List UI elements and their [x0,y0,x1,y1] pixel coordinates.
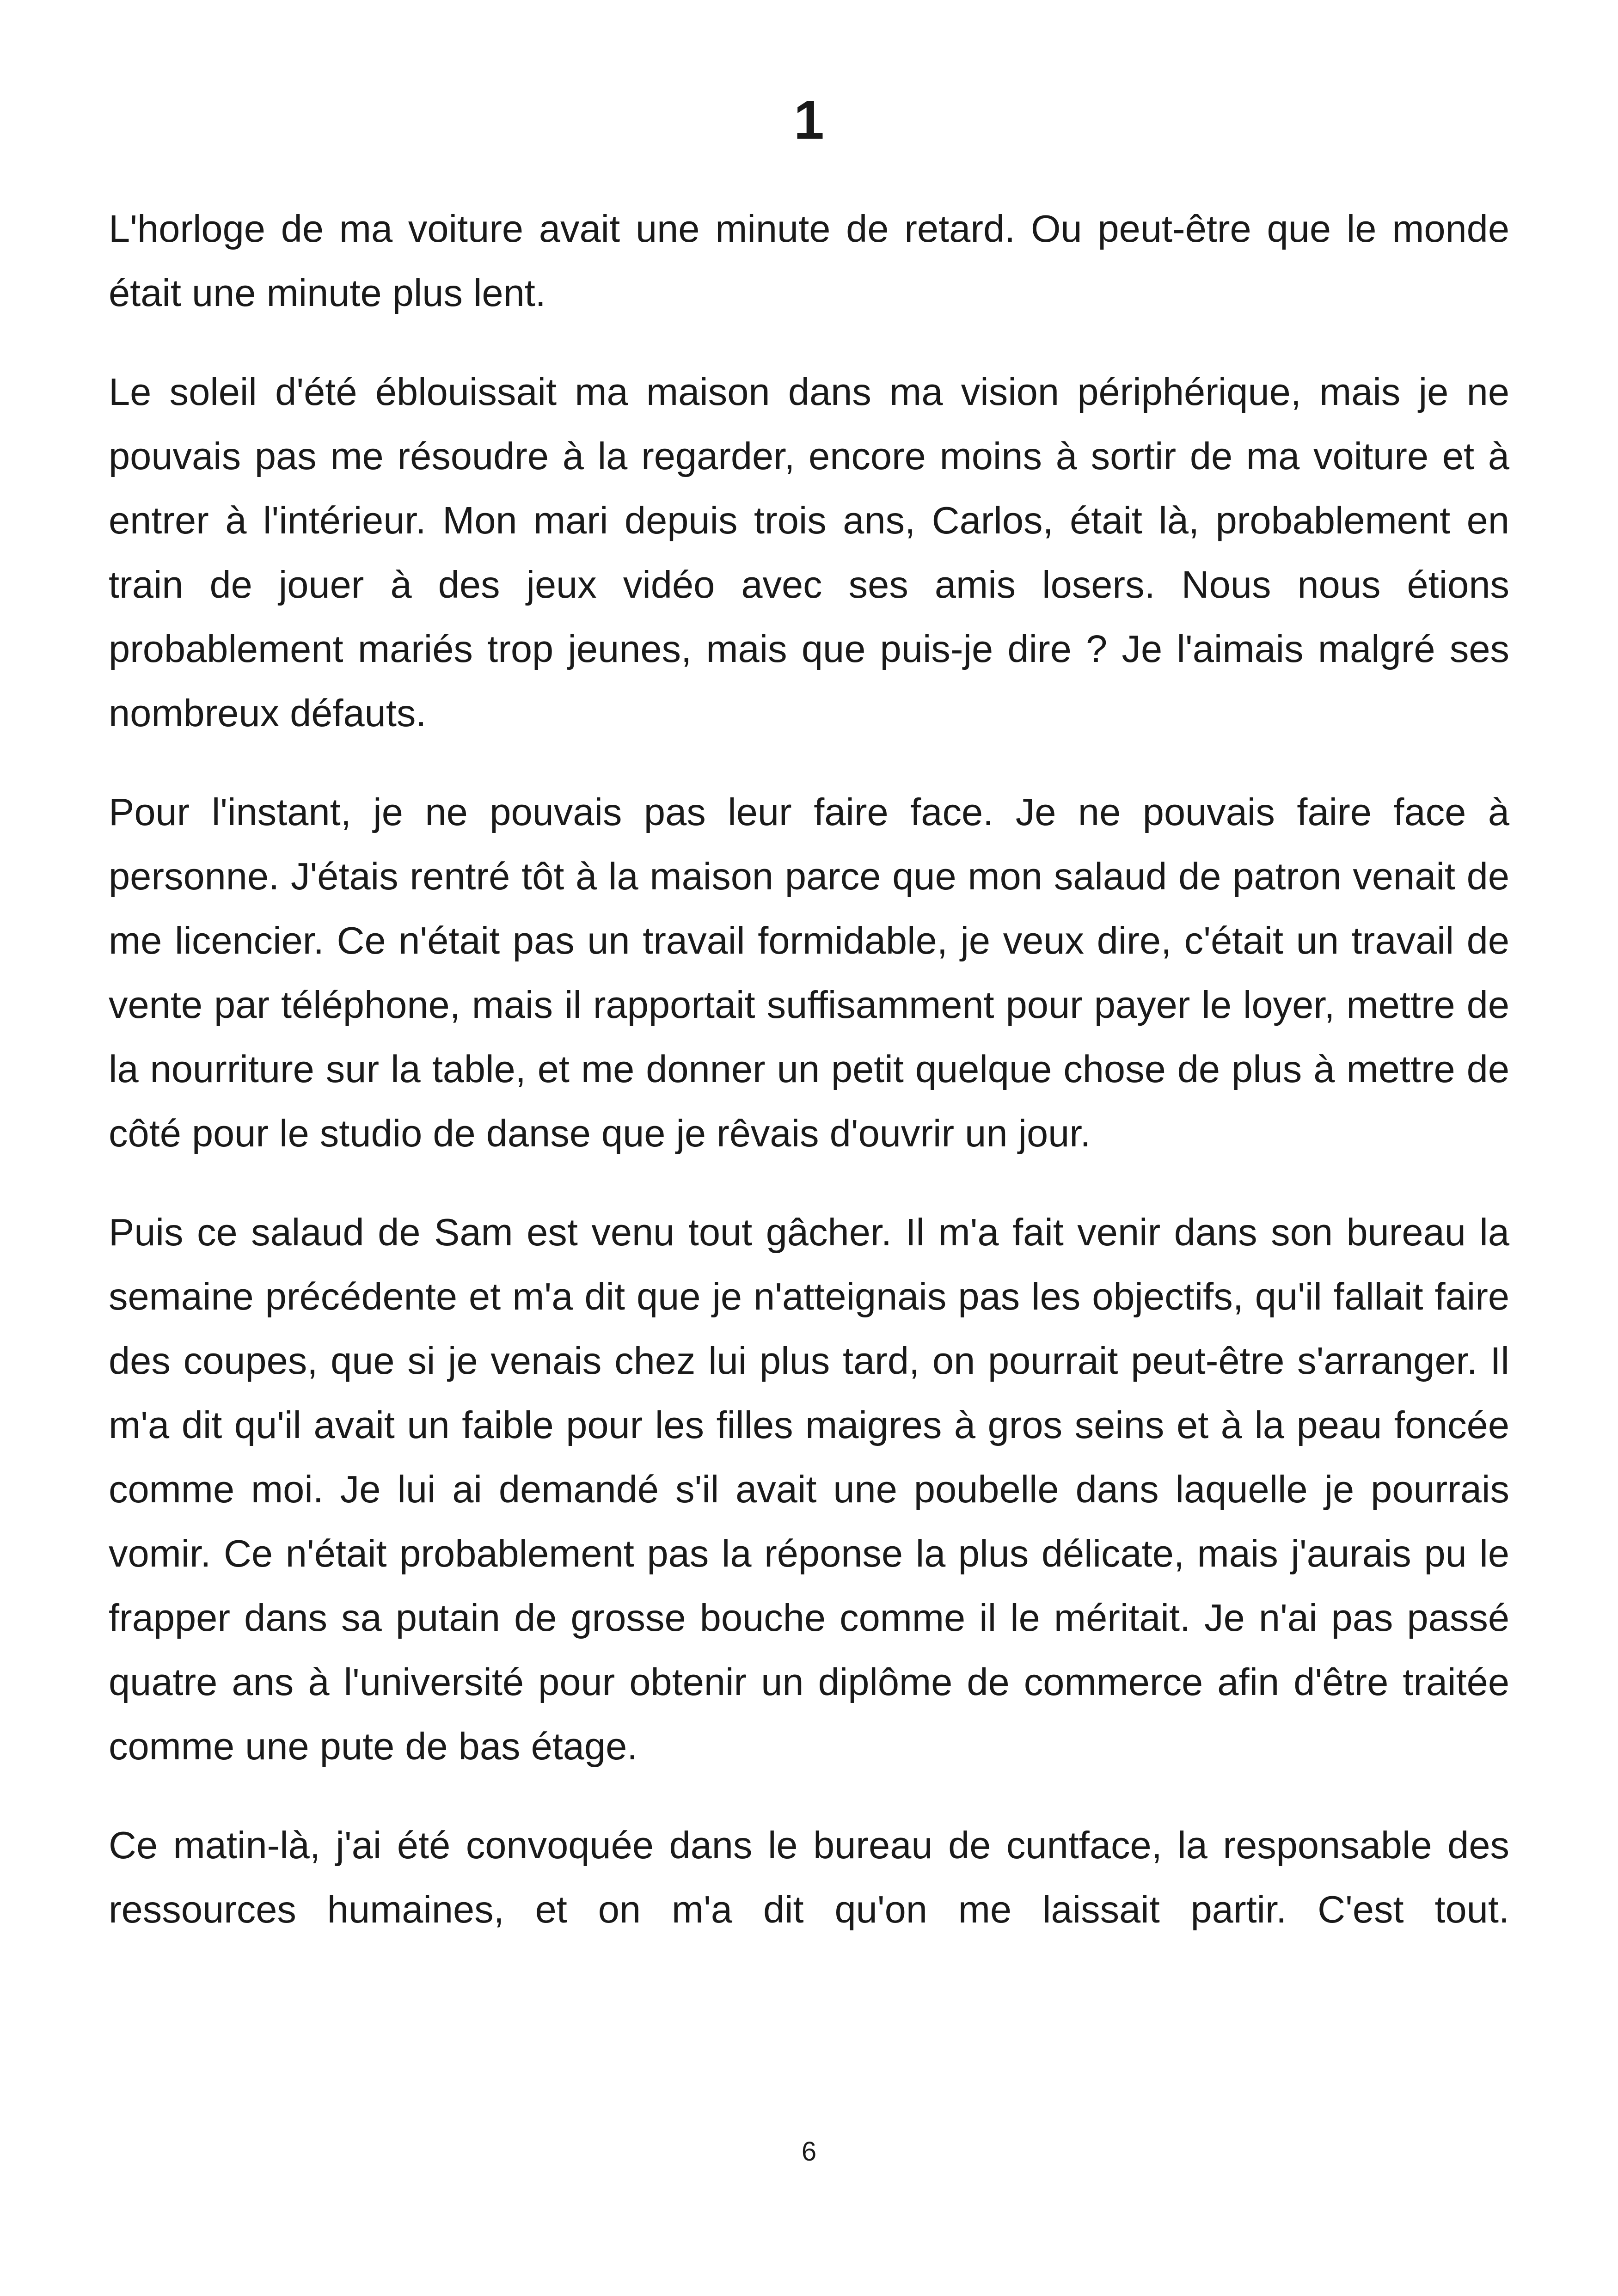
chapter-number: 1 [794,90,824,151]
paragraph: Pour l'instant, je ne pouvais pas leur faire face. Je ne pouvais faire face à personne. J'étais rentré tôt à la maison parce que mon salaud de patron venait de me licencier. Ce n'était pas un travail formidable, je veux dire, c'était un travail de vente par téléphone, mais il rapportait suffisamment pour payer le loyer, mettre de la nourriture sur la table, et me donner un petit quelque chose de plus à mettre de côté pour le studio de danse que je rêvais d'ouvrir un jour. [109,790,1509,1155]
body-text [109,196,1509,1976]
paragraph: Le soleil d'été éblouissait ma maison dans ma vision périphérique, mais je ne pouvais pas me résoudre à la regarder, encore moins à sortir de ma voiture et à entrer à l'intérieur. Mon mari depuis trois ans, Carlos, était là, probablement en train de jouer à des jeux vidéo avec ses amis losers. Nous nous étions probablement mariés trop jeunes, mais que puis-je dire ? Je l'aimais malgré ses nombreux défauts. [109,370,1509,735]
paragraph: L'horloge de ma voiture avait une minute de retard. Ou peut-être que le monde était une minute plus lent. [109,207,1509,314]
paragraph: Puis ce salaud de Sam est venu tout gâcher. Il m'a fait venir dans son bureau la semaine précédente et m'a dit que je n'atteignais pas les objectifs, qu'il fallait faire des coupes, que si je venais chez lui plus tard, on pourrait peut-être s'arranger. Il m'a dit qu'il avait un faible pour les filles maigres à gros seins et à la peau foncée comme moi. Je lui ai demandé s'il avait une poubelle dans laquelle je pourrais vomir. Ce n'était probablement pas la réponse la plus délicate, mais j'aurais pu le frapper dans sa putain de grosse bouche comme il le méritait. Je n'ai pas passé quatre ans à l'université pour obtenir un diplôme de commerce afin d'être traitée comme une pute de bas étage. [109,1211,1509,1768]
paragraph: Ce matin-là, j'ai été convoquée dans le bureau de cuntface, la responsable des ressources humaines, et on m'a dit qu'on me laissait partir. C'est tout. [109,1824,1509,1931]
page-number: 6 [801,2137,817,2167]
